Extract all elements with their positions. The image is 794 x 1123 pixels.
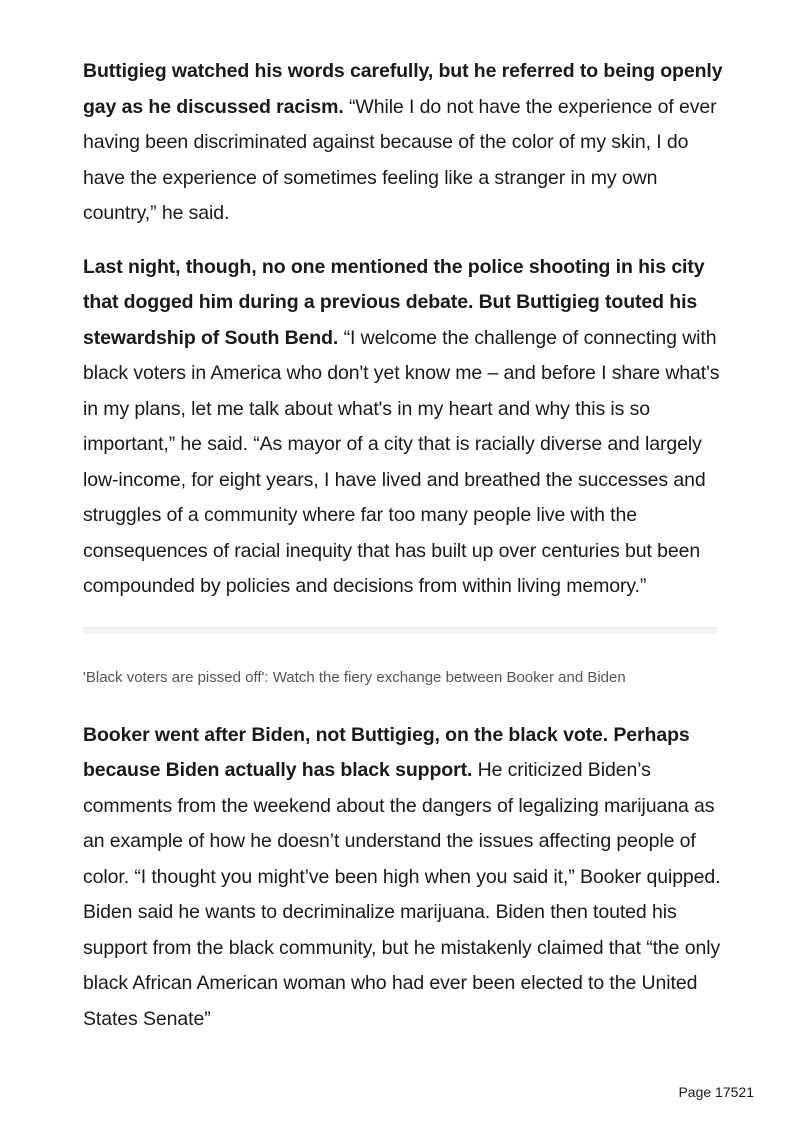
lead-in-bold: Last night, though, no one mentioned the police shooting in his city that dogged him during a previous debate. But Buttigieg touted his stewardship of South Bend. [83, 255, 705, 349]
paragraph-text: He criticized Biden’s comments from the weekend about the dangers of legalizing marijuana as an example of how he doesn’t understand the issues affecting people of color. “I thought you might’ve been high when you said it,” Booker quipped. Biden said he wants to decriminalize marijuana. Biden then touted his support from the black community, but he mistakenly claimed that “the only black African American woman who had ever been elected to the United States Senate” [83, 759, 721, 1030]
article-body [83, 54, 723, 1055]
lead-in-bold: Booker went after Biden, not Buttigieg, on the black vote. Perhaps because Biden actually has black support. [83, 723, 690, 781]
lead-in-bold: Buttigieg watched his words carefully, but he referred to being openly gay as he discussed racism. [83, 60, 723, 118]
video-caption-link[interactable]: 'Black voters are pissed off': Watch the fiery exchange between Booker and Biden [83, 668, 626, 686]
section-divider [83, 627, 717, 634]
page-number: Page 17521 [678, 1084, 754, 1100]
paragraph-buttigieg-racism [83, 54, 723, 232]
paragraph-text: “While I do not have the experience of ever having been discriminated against because of the color of my skin, I do have the experience of sometimes feeling like a stranger in my own country,” he said. [83, 95, 717, 224]
paragraph-booker-biden [83, 718, 723, 1038]
paragraph-south-bend [83, 250, 723, 605]
paragraph-text: “I welcome the challenge of connecting with black voters in America who don't yet know me – and before I share what's in my plans, let me talk about what's in my heart and why this is so important,” he said. “As mayor of a city that is racially diverse and largely low-income, for eight years, I have lived and breathed the successes and struggles of a community where far too many people live with the consequences of racial inequity that has built up over centuries but been compounded by policies and decisions from within living memory.” [83, 326, 720, 597]
